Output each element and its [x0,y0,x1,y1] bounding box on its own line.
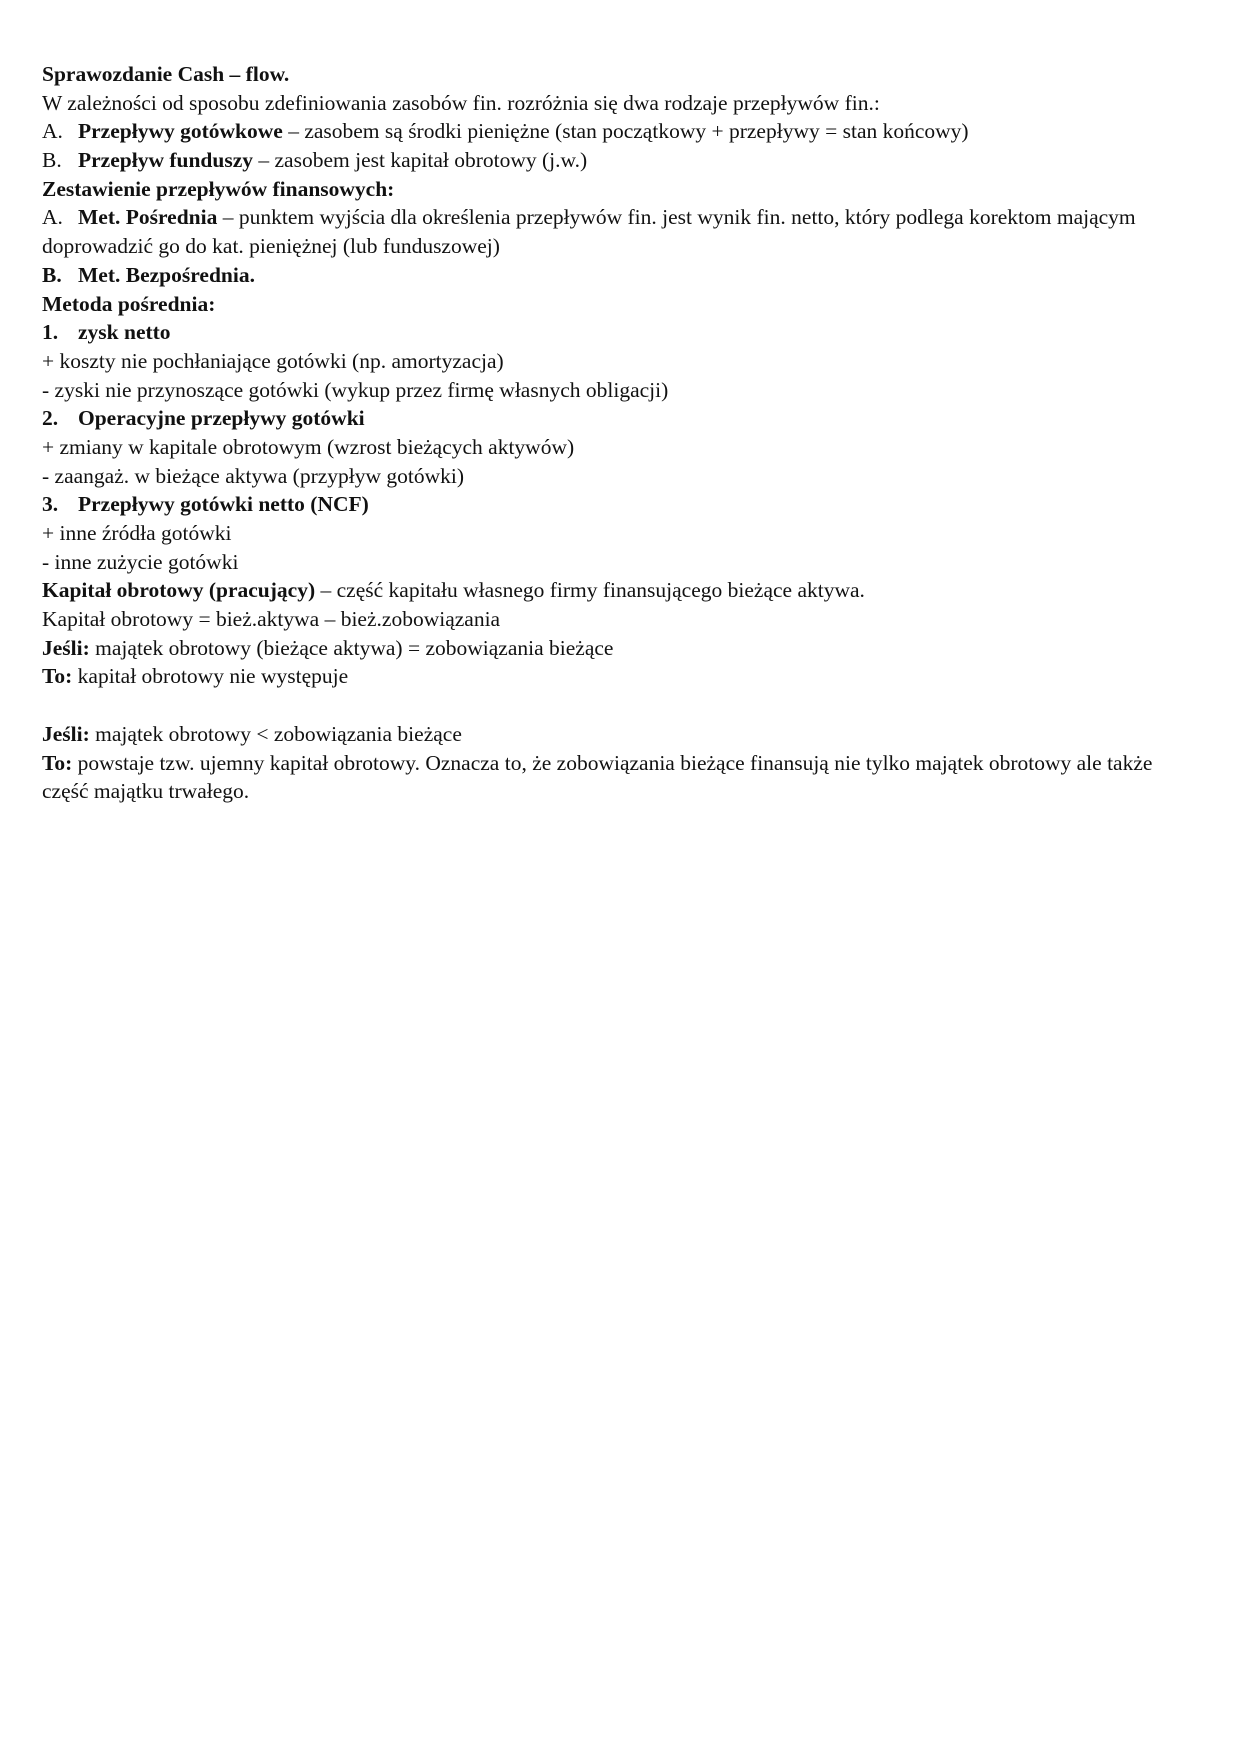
if-label: Jeśli: [42,721,90,746]
if-label: Jeśli: [42,635,90,660]
step-3-item: + inne źródła gotówki [42,521,232,546]
working-capital-term: Kapitał obrotowy (pracujący) [42,578,316,603]
step-marker: 3. [42,492,59,517]
document-page [42,60,1162,806]
list-marker: B. [42,262,62,287]
flow-type-text: – zasobem jest kapitał obrotowy (j.w.) [253,148,588,173]
step-2-item: + zmiany w kapitale obrotowym (wzrost bieżących aktywów) [42,434,575,459]
step-1-item: - zyski nie przynoszące gotówki (wykup przez firmę własnych obligacji) [42,377,669,402]
step-marker: 2. [42,406,59,431]
flow-type-a [42,117,1162,146]
step-2-item: - zaangaż. w bieżące aktywa (przypływ gotówki) [42,463,465,488]
document-title: Sprawozdanie Cash – flow. [42,62,290,86]
case-1-then [42,662,1162,691]
list-marker: A. [42,205,63,230]
flow-type-text: – zasobem są środki pieniężne (stan początkowy + przepływy = stan końcowy) [282,119,969,144]
intro-paragraph: W zależności od sposobu zdefiniowania zasobów fin. rozróżnia się dwa rodzaje przepływów fin.: [42,90,880,115]
case-2-then [42,749,1162,806]
step-title: Operacyjne przepływy gotówki [78,406,365,431]
then-label: To: [42,750,73,775]
case-1-if [42,634,1162,663]
then-text: powstaje tzw. ujemny kapitał obrotowy. Oznacza to, że zobowiązania bieżące finansują nie tylko majątek obrotowy ale także część majątku trwałego. [42,750,1153,804]
flow-type-term: Przepływ funduszy [78,148,253,173]
flow-type-term: Przepływy gotówkowe [78,119,283,144]
method-a [42,203,1162,260]
list-marker: A. [42,119,63,144]
step-marker: 1. [42,320,59,345]
step-title: zysk netto [78,320,171,345]
method-term: Met. Pośrednia [78,205,218,230]
blank-line [42,691,1162,720]
step-1-item: + koszty nie pochłaniające gotówki (np. amortyzacja) [42,348,504,373]
then-label: To: [42,664,73,689]
statement-heading: Zestawienie przepływów finansowych: [42,176,395,201]
method-text: – punktem wyjścia dla określenia przepływów fin. jest wynik fin. netto, który podlega korektom mającym doprowadzić go do kat. pieniężnej (lub funduszowej) [42,205,1136,259]
working-capital-definition [42,576,1162,605]
if-text: majątek obrotowy < zobowiązania bieżące [89,721,462,746]
then-text: kapitał obrotowy nie występuje [72,664,349,689]
working-capital-formula: Kapitał obrotowy = bież.aktywa – bież.zobowiązania [42,607,501,632]
if-text: majątek obrotowy (bieżące aktywa) = zobowiązania bieżące [89,635,614,660]
step-3-title [42,490,1162,519]
method-b [42,261,1162,290]
step-3-item: - inne zużycie gotówki [42,549,239,574]
step-2-title [42,404,1162,433]
list-marker: B. [42,148,62,173]
step-1-title [42,318,1162,347]
indirect-method-heading: Metoda pośrednia: [42,291,216,316]
case-2-if [42,720,1162,749]
method-term: Met. Bezpośrednia. [78,262,255,287]
step-title: Przepływy gotówki netto (NCF) [78,492,369,517]
working-capital-text: – część kapitału własnego firmy finansującego bieżące aktywa. [315,578,865,603]
flow-type-b [42,146,1162,175]
